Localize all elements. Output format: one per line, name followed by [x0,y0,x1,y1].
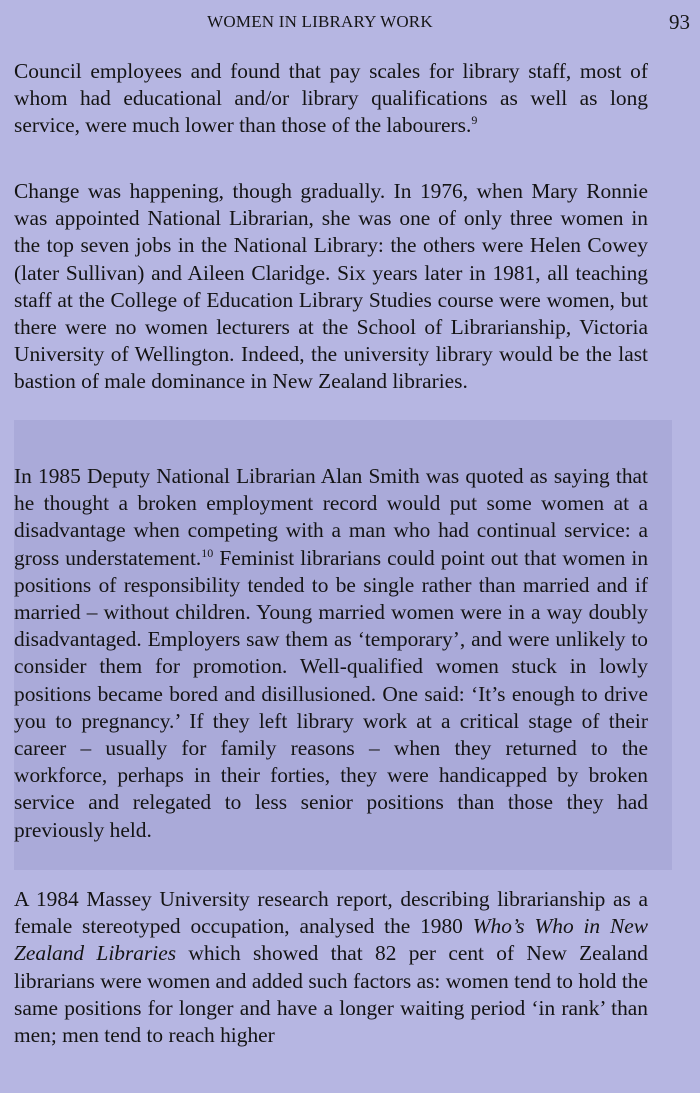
paragraph-1 [14,58,648,140]
page-header [0,12,700,38]
paragraph-4-text-end: which showed that 82 per cent of New Zealand librarians were women and added such factors as: women tend to hold the same positions for longer and have a longer waiting period ‘in rank’ than men; men tend to reach higher [14,941,648,1048]
paragraph-3-text-start: In 1985 Deputy National Librarian Alan Smith was quoted as saying that he thought a broken employment record would put some women at a disadvantage when competing with a man who had continual service: a gross understatement. [14,464,648,570]
running-head: WOMEN IN LIBRARY WORK [207,12,433,31]
footnote-ref-10: 10 [201,545,214,560]
paragraph-3 [14,463,648,844]
paragraph-2-text: Change was happening, though gradually. In 1976, when Mary Ronnie was appointed National Librarian, she was one of only three women in the top seven jobs in the National Library: the others were Helen Cowey (later Sullivan) and Aileen Claridge. Six years later in 1981, all teaching staff at the College of Education Library Studies course were women, but there were no women lecturers at the School of Librarianship, Victoria University of Wellington. Indeed, the university library would be the last bastion of male dominance in New Zealand libraries. [14,179,648,394]
paragraph-3-text-end: Feminist librarians could point out that women in positions of responsibility tended to be single rather than married and if married – without children. Young married women were in a way doubly disadvantaged. Employers saw them as ‘temporary’, and were unlikely to consider them for promotion. Well-qualified women stuck in lowly positions became bored and disillusioned. One said: ‘It’s enough to drive you to pregnancy.’ If they left library work at a critical stage of their career – usually for family reasons – when they returned to the workforce, perhaps in their forties, they were handicapped by broken service and relegated to less senior positions than those they had previously held. [14,545,649,842]
paragraph-2 [14,178,648,396]
paragraph-4 [14,886,648,1049]
book-title: Who’s Who in New Zealand Libraries [14,914,648,966]
footnote-ref-9: 9 [471,113,478,128]
paragraph-4-text-start: A 1984 Massey University research report, describing librarianship as a female stereotyped occupation, analysed the 1980 [14,887,648,939]
paragraph-1-text: Council employees and found that pay scales for library staff, most of whom had educational and/or library qualifications as well as long service, were much lower than those of the labourers. [14,59,648,138]
page-number: 93 [669,10,690,34]
